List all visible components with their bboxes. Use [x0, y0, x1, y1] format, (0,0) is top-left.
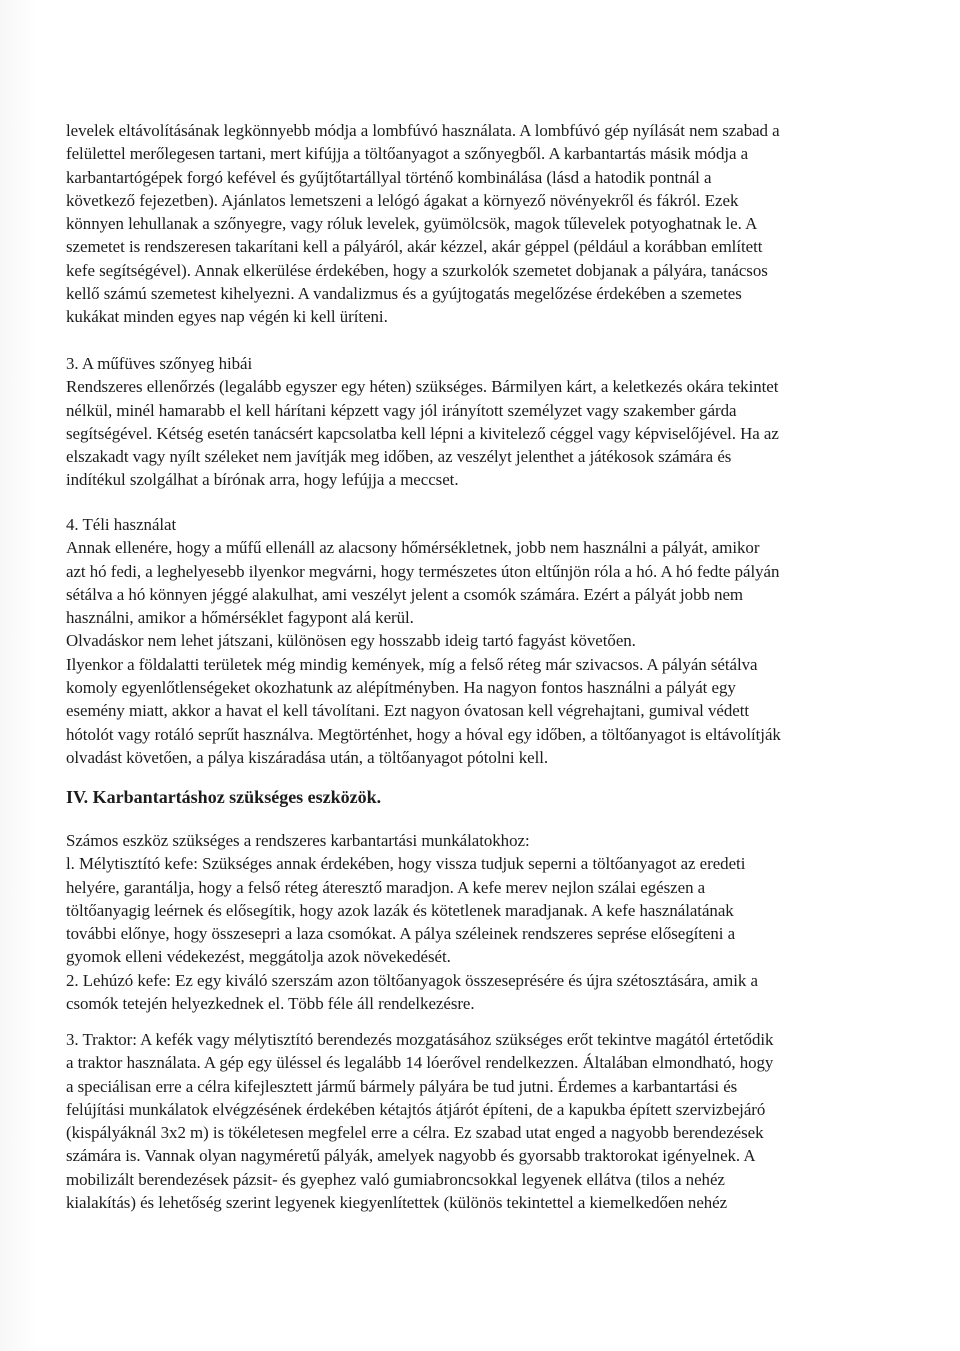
text-line: azt hó fedi, a leghelyesebb ilyenkor megvárni, hogy természetes úton eltűnjön róla a hó. A hó fedte pályán: [66, 561, 780, 581]
text-line: felújítási munkálatok elvégzésének érdekében kétajtós átjárót építeni, de a kapukba épített szervizbejáró: [66, 1099, 766, 1119]
text-line: könnyen lehullanak a szőnyegre, vagy róluk levelek, gyümölcsök, magok tűlevelek potyoghatnak le. A: [66, 214, 758, 234]
text-line: helyére, garantálja, hogy a felső réteg áteresztő maradjon. A kefe merev nejlon szálai egészen a: [66, 877, 706, 897]
text-line: esemény miatt, akkor a havat el kell távolítani. Ezt nagyon óvatosan kell végrehajtani, gumival védett: [66, 701, 750, 721]
text-line: további előnye, hogy összesepri a laza csomókat. A pálya széleinek rendszeres seprése elősegíteni a: [66, 924, 736, 944]
text-line: Ilyenkor a földalatti területek még mindig kemények, míg a felső réteg már szivacsos. A pályán sétálva: [66, 654, 758, 674]
text-line: Számos eszköz szükséges a rendszeres karbantartási munkálatokhoz:: [66, 831, 530, 850]
text-line: (kispályáknál 3x2 m) is tökéletesen megfelel erre a célra. Ez szabad utat enged a nagyobb berendezések: [66, 1123, 764, 1143]
text-line: sétálva a hó könnyen jéggé alakulhat, ami veszélyt jelent a csomók számára. Ezért a pályát jobb nem: [66, 584, 744, 604]
text-line: elszakadt vagy nyílt széleket nem javítják meg időben, az veszélyt jelenthet a játékosok számára és: [66, 447, 732, 467]
text-line: levelek eltávolításának legkönnyebb módja a lombfúvó használata. A lombfúvó gép nyílását nem szabad a: [66, 121, 780, 140]
text-line: csomók tetején helyezkednek el. Több féle áll rendelkezésre.: [66, 994, 475, 1014]
section-4: [66, 513, 906, 769]
text-line: gyomok elleni védekezést, meggátolja azok növekedését.: [66, 947, 451, 967]
section-3-title: 3. A műfüves szőnyeg hibái: [66, 354, 253, 373]
text-line: l. Mélytisztító kefe: Szükséges annak érdekében, hogy vissza tudjuk seperni a töltőanyagot az eredeti: [66, 854, 746, 874]
text-line: Olvadáskor nem lehet játszani, különösen egy hosszabb ideig tartó fagyást követően.: [66, 631, 636, 651]
text-line: segítségével. Kétség esetén tanácsért kapcsolatba kell lépni a kivitelező céggel vagy képviselőjével. Ha az: [66, 423, 779, 443]
text-line: kellő számú szemetest kihelyezni. A vandalizmus és a gyújtogatás megelőzése érdekében a szemetes: [66, 284, 742, 304]
text-line: kefe segítségével). Annak elkerülése érdekében, hogy a szurkolók szemetet dobjanak a pályára, tanácsos: [66, 260, 768, 280]
text-line: nélkül, minél hamarabb el kell hárítani képzett vagy jól irányított személyzet vagy szakember gárda: [66, 400, 737, 420]
tool-tractor: [66, 1028, 906, 1214]
text-line: hótolót vagy rotáló seprűt használva. Megtörténhet, hogy a hóval egy időben, a töltőanyagot is eltávolítják: [66, 724, 781, 744]
text-line: felülettel merőlegesen tartani, mert kifújja a töltőanyagot a szőnyegből. A karbantartás másik módja a: [66, 144, 749, 164]
section-3: [66, 352, 906, 492]
text-line: számára is. Vannak olyan nagyméretű pályák, amelyek nagyobb és gyorsabb traktorokat igényelnek. A: [66, 1146, 756, 1166]
text-line: mobilizált berendezések pázsit- és gyephez való gumiabroncsokkal legyenek ellátva (tilos a nehéz: [66, 1169, 725, 1189]
text-line: olvadást követően, a pálya kiszáradása után, a töltőanyagot pótolni kell.: [66, 747, 549, 767]
section-iv-heading: IV. Karbantartáshoz szükséges eszközök.: [66, 787, 382, 807]
text-line: töltőanyagig leérnek és elősegítik, hogy azok lazák és kötetlenek maradjanak. A kefe használatának: [66, 900, 734, 920]
text-line: karbantartógépek forgó kefével és gyűjtőtartállyal történő kombinálása (lásd a hatodik pontnál a: [66, 167, 712, 187]
text-line: következő fejezetben). Ajánlatos lemetszeni a lelógó ágakat a környező növényekről és fákról. Ezek: [66, 190, 739, 210]
section-iv-body: [66, 829, 906, 1015]
scan-edge-shadow: [0, 0, 38, 1351]
text-line: a traktor használata. A gép egy üléssel és legalább 14 lóerővel rendelkezzen. Általában elmondható, hogy: [66, 1053, 774, 1073]
paragraph-leaf-removal: [66, 119, 906, 329]
text-line: indítékul szolgálhat a bírónak arra, hogy lefújja a meccset.: [66, 470, 459, 490]
text-line: Rendszeres ellenőrzés (legalább egyszer egy héten) szükséges. Bármilyen kárt, a keletkezés okára tekintet: [66, 377, 779, 397]
text-line: a speciálisan erre a célra kifejlesztett jármű bármely pályára be tud jutni. Érdemes a karbantartási és: [66, 1076, 738, 1096]
text-line: kukákat minden egyes nap végén ki kell üríteni.: [66, 307, 388, 327]
text-line: szemetet is rendszeresen takarítani kell a pályáról, akár kézzel, akár géppel (például a korábban említett: [66, 237, 763, 257]
text-line: kialakítás) és lehetőség szerint legyenek kiegyenlítettek (különös tekintettel a kiemelkedően nehéz: [66, 1193, 728, 1213]
section-4-title: 4. Téli használat: [66, 515, 177, 534]
text-line: 2. Lehúzó kefe: Ez egy kiváló szerszám azon töltőanyagok összeseprésére és újra szétosztására, amik a: [66, 970, 758, 990]
text-line: használni, amikor a hőmérséklet fagypont alá kerül.: [66, 608, 414, 628]
text-line: 3. Traktor: A kefék vagy mélytisztító berendezés mozgatásához szükséges erőt tekintve magától értetődik: [66, 1030, 774, 1049]
text-line: Annak ellenére, hogy a műfű ellenáll az alacsony hőmérsékletnek, jobb nem használni a pályát, amikor: [66, 538, 760, 558]
text-line: komoly egyenlőtlenségeket okozhatunk az alépítményben. Ha nagyon fontos használni a pályát egy: [66, 678, 736, 698]
